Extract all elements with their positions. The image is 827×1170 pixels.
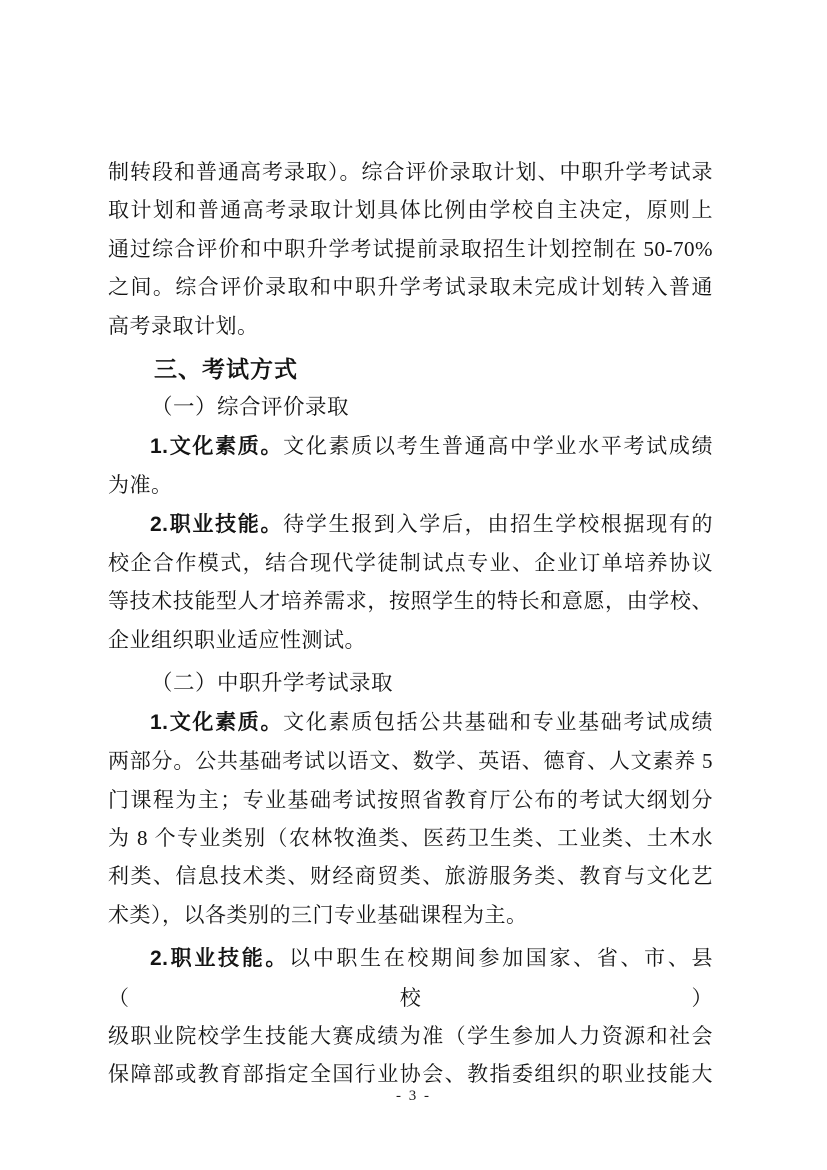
- subsection-heading: [108, 664, 713, 702]
- text-line: [108, 1017, 713, 1055]
- text-run: 校企合作模式，结合现代学徒制试点专业、企业订单培养协议: [108, 551, 713, 576]
- text-line: [108, 582, 713, 620]
- text-run: 保障部或教育部指定全国行业协会、教指委组织的职业技能大: [108, 1062, 713, 1087]
- text-line: [108, 153, 713, 191]
- text-line: [108, 268, 713, 306]
- text-line: [108, 191, 713, 229]
- text-line: [108, 781, 713, 819]
- emphasis-run: 三、考试方式: [154, 356, 298, 383]
- text-run: 高考录取计划。: [108, 313, 259, 338]
- page-number: - 3 -: [396, 1088, 431, 1104]
- text-run: 以中职生在校期间参加国家、省、市、县（校）: [108, 946, 714, 1010]
- text-run: 术类），以各类别的三门专业基础课程为主。: [108, 902, 528, 927]
- text-line: [108, 857, 713, 895]
- text-run: 文化素质以考生普通高中学业水平考试成绩: [283, 433, 714, 458]
- document-body: [108, 153, 713, 1094]
- text-run: 之间。综合评价录取和中职升学考试录取未完成计划转入普通: [108, 275, 713, 300]
- text-run: 级职业院校学生技能大赛成绩为准（学生参加人力资源和社会: [108, 1023, 713, 1048]
- text-run: 为准。: [108, 473, 173, 498]
- text-line: [108, 896, 713, 934]
- text-line: [108, 819, 713, 857]
- text-line: [108, 742, 713, 780]
- text-run: 两部分。公共基础考试以语文、数学、英语、德育、人文素养 5: [108, 749, 713, 774]
- emphasis-run: 2.职业技能。: [150, 947, 290, 971]
- text-run: 为 8 个专业类别（农林牧渔类、医药卫生类、工业类、土木水: [108, 825, 713, 850]
- text-line: [108, 544, 713, 582]
- text-line: [108, 703, 713, 742]
- text-run: 门课程为主；专业基础考试按照省教育厅公布的考试大纲划分: [108, 787, 713, 812]
- text-run: （二）中职升学考试录取: [151, 671, 394, 696]
- emphasis-run: 1.文化素质。: [150, 434, 284, 458]
- text-run: （一）综合评价录取: [151, 395, 350, 420]
- text-line: [108, 307, 713, 345]
- page-footer: [0, 1088, 827, 1105]
- text-line: [108, 505, 713, 544]
- text-run: 待学生报到入学后，由招生学校根据现有的: [283, 511, 714, 536]
- text-run: 等技术技能型人才培养需求，按照学生的特长和意愿，由学校、: [108, 589, 713, 614]
- section-heading: [108, 350, 713, 388]
- subsection-heading: [108, 388, 713, 426]
- text-line: [108, 466, 713, 504]
- text-line: [108, 939, 713, 1017]
- text-run: 取计划和普通高考录取计划具体比例由学校自主决定，原则上: [108, 198, 713, 223]
- text-line: [108, 621, 713, 659]
- emphasis-run: 1.文化素质。: [150, 710, 284, 734]
- text-line: [108, 427, 713, 466]
- text-run: 企业组织职业适应性测试。: [108, 627, 366, 652]
- text-run: 制转段和普通高考录取）。综合评价录取计划、中职升学考试录: [108, 160, 713, 184]
- text-run: 利类、信息技术类、财经商贸类、旅游服务类、教育与文化艺: [108, 864, 713, 889]
- text-run: 通过综合评价和中职升学考试提前录取招生计划控制在 50-70%: [108, 236, 713, 261]
- emphasis-run: 2.职业技能。: [150, 512, 284, 536]
- text-run: 文化素质包括公共基础和专业基础考试成绩: [283, 709, 714, 734]
- text-line: [108, 230, 713, 268]
